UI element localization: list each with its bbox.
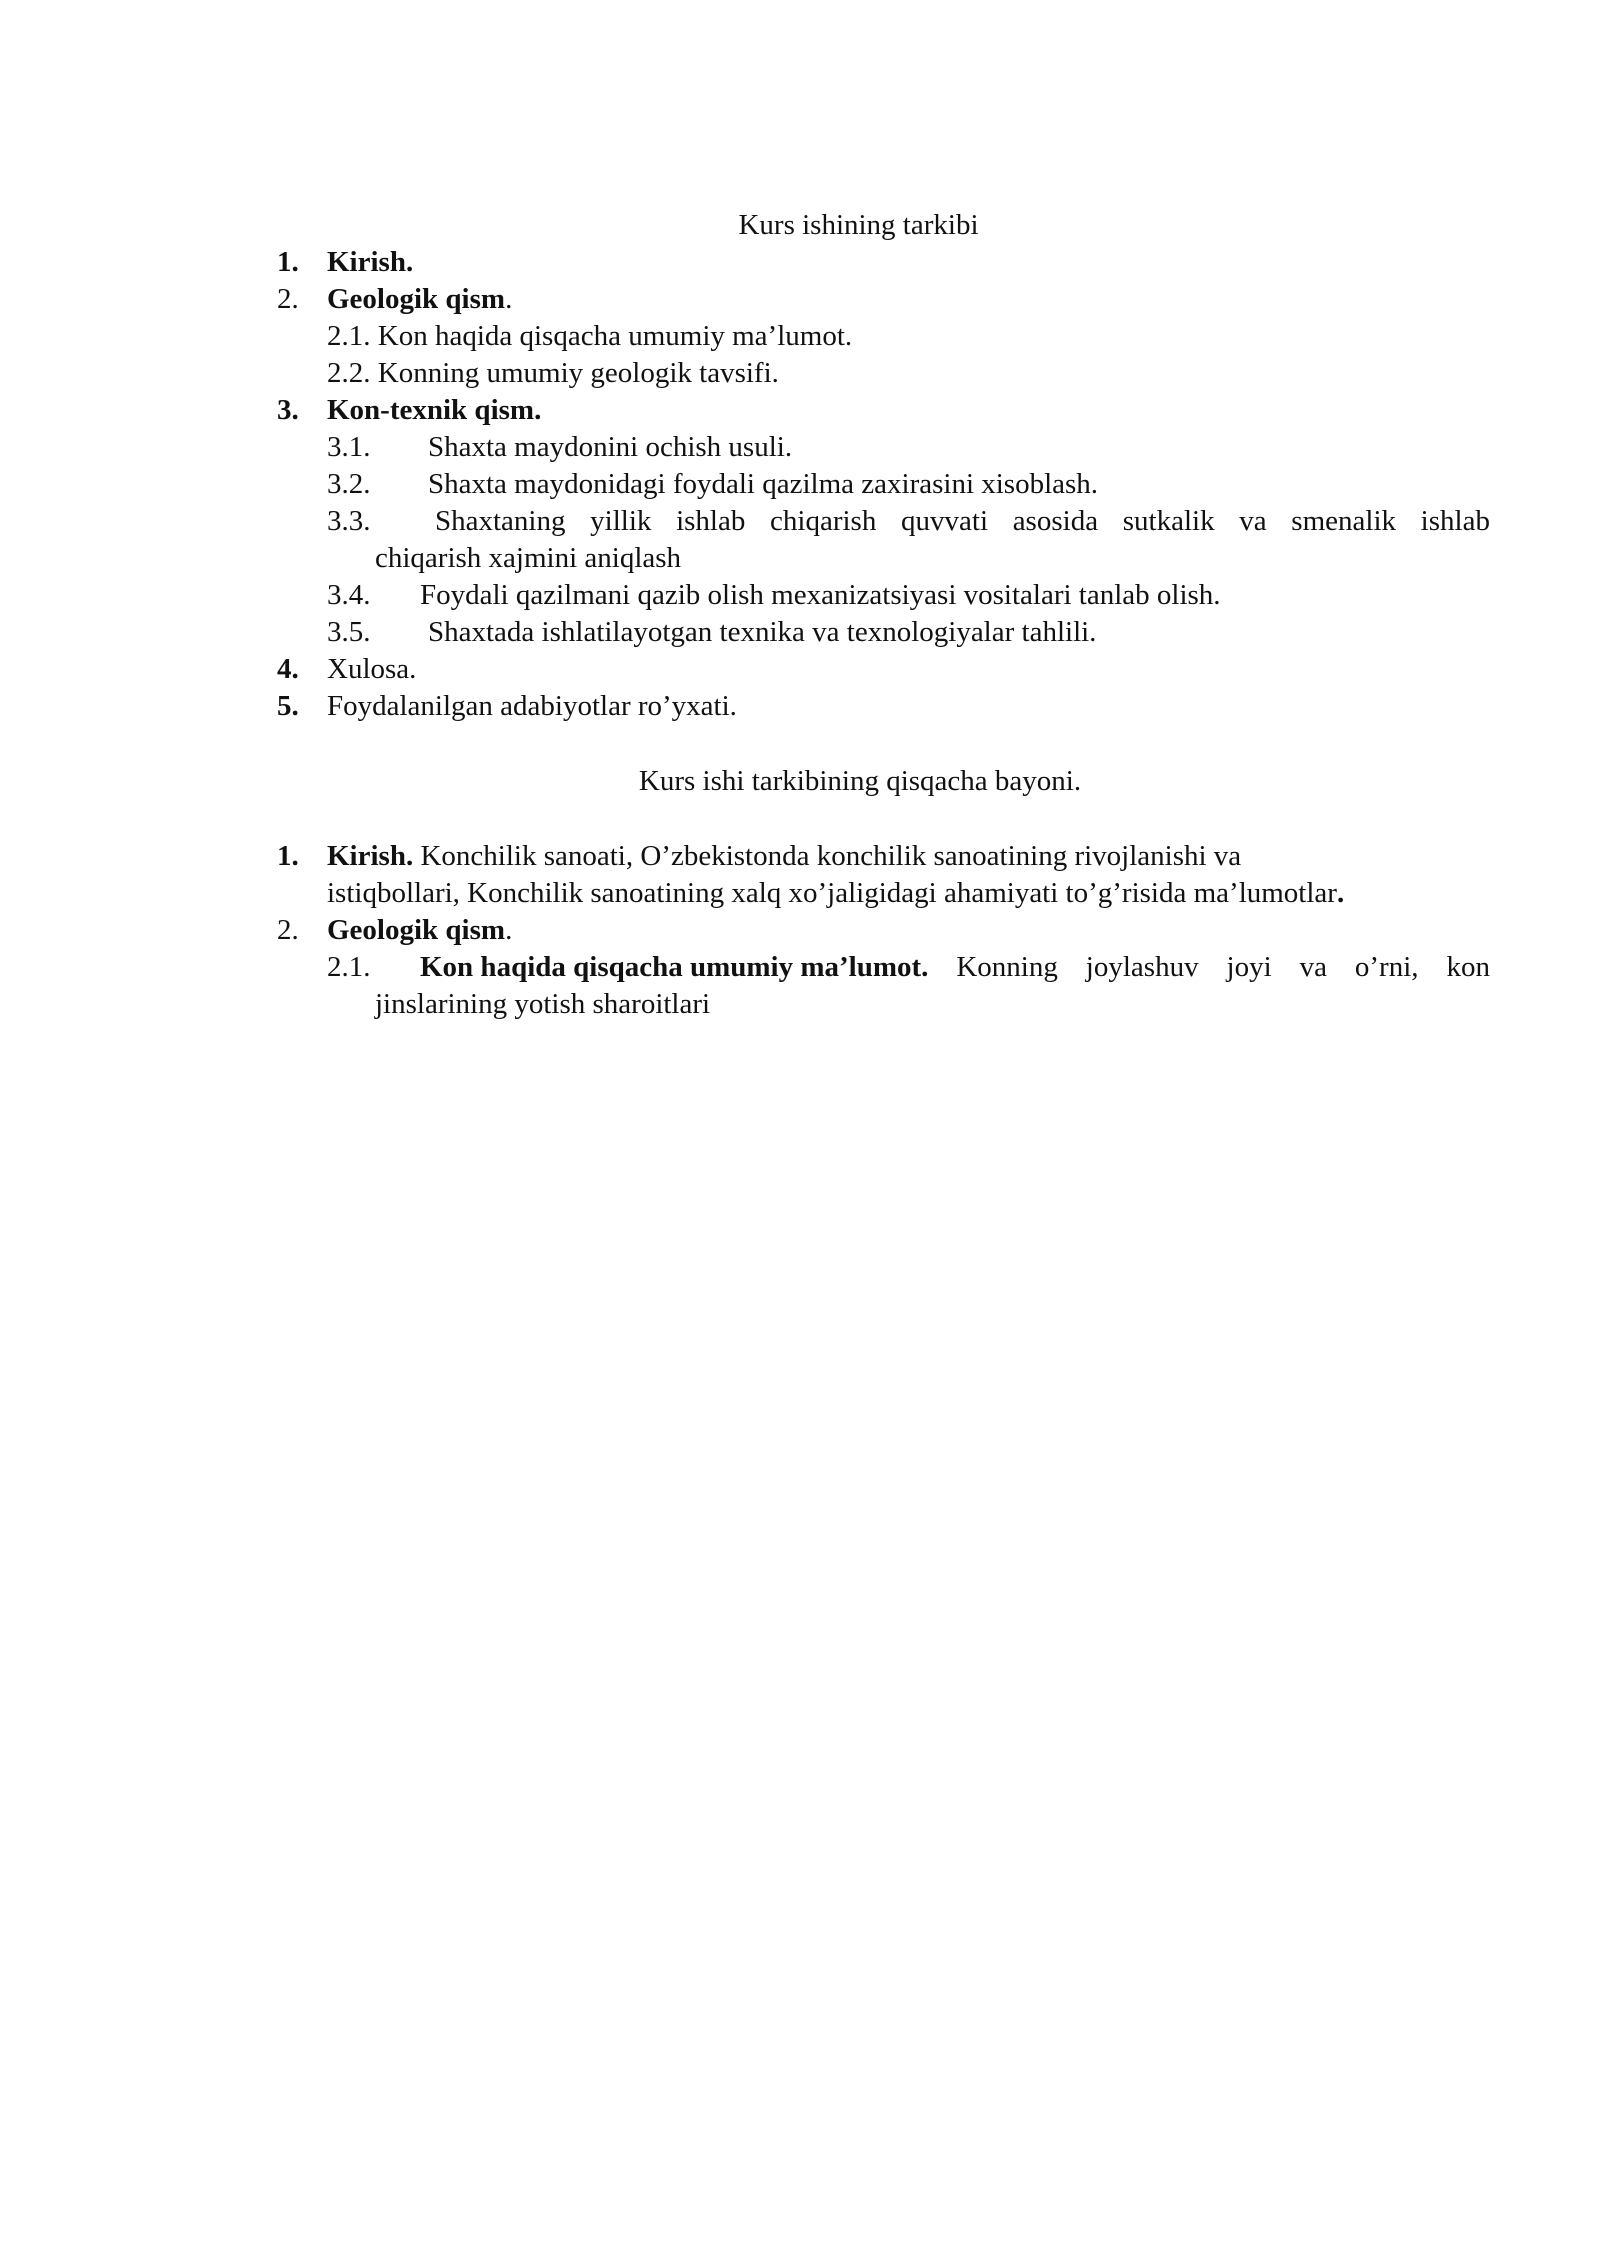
summary-item-2-1-number: 2.1. <box>327 951 371 983</box>
summary-item-1 <box>327 838 1241 875</box>
word: va <box>1299 951 1327 983</box>
toc-subitem-3-1-number: 3.1. <box>327 431 371 463</box>
toc-subitem-3-2-number: 3.2. <box>327 468 371 500</box>
toc-item-2-suffix: . <box>505 283 513 315</box>
word: ishlab <box>1420 505 1490 537</box>
toc-subitem-3-5-text: Shaxtada ishlatilayotgan texnika va texnologiyalar tahlili. <box>428 616 1097 648</box>
toc-subitem-3-4-text: Foydali qazilmani qazib olish mexanizatsiyasi vositalari tanlab olish. <box>420 579 1221 611</box>
summary-item-2-1-continuation: jinslarining yotish sharoitlari <box>375 988 711 1020</box>
summary-item-1-text: Konchilik sanoati, O’zbekistonda konchilik sanoatining rivojlanishi va <box>413 840 1242 872</box>
toc-item-3-label: Kon-texnik qism. <box>327 394 542 426</box>
summary-item-1-number: 1. <box>277 840 299 872</box>
toc-item-1-number: 1. <box>277 246 299 278</box>
toc-subitem-2-1: 2.1. Kon haqida qisqacha umumiy ma’lumot. <box>327 320 853 352</box>
summary-item-2-1-text <box>420 949 1490 986</box>
word: smenalik <box>1291 505 1396 537</box>
summary-item-2-1-label: Kon haqida qisqacha umumiy ma’lumot. <box>420 951 929 983</box>
word: asosida <box>1012 505 1099 537</box>
toc-title: Kurs ishining tarkibi <box>738 209 979 241</box>
summary-item-1-cont-text: istiqbollari, Konchilik sanoatining xalq xo’jaligidagi ahamiyati to’g’risida ma’lumotlar <box>327 877 1337 909</box>
summary-item-2 <box>327 912 512 949</box>
toc-subitem-2-2: 2.2. Konning umumiy geologik tavsifi. <box>327 357 779 389</box>
summary-title: Kurs ishi tarkibining qisqacha bayoni. <box>638 765 1082 797</box>
word: joylashuv <box>1085 951 1199 983</box>
toc-item-4-number: 4. <box>277 653 299 685</box>
toc-item-5-number: 5. <box>277 690 299 722</box>
summary-item-2-1-words <box>420 949 1490 986</box>
toc-subitem-3-5-number: 3.5. <box>327 616 371 648</box>
toc-subitem-3-3-continuation: chiqarish xajmini aniqlash <box>375 542 682 574</box>
toc-subitem-3-4-number: 3.4. <box>327 579 371 611</box>
word: joyi <box>1226 951 1272 983</box>
toc-subitem-3-3-number: 3.3. <box>327 505 371 537</box>
toc-subitem-3-3-words <box>435 503 1490 540</box>
summary-item-1-continuation <box>327 875 1344 912</box>
toc-item-2-number: 2. <box>277 283 299 315</box>
toc-item-5-label: Foydalanilgan adabiyotlar ro’yxati. <box>327 690 737 722</box>
toc-item-2-label: Geologik qism <box>327 283 506 315</box>
word: Shaxtaning <box>435 505 566 537</box>
summary-item-2-label: Geologik qism <box>327 914 506 946</box>
word: quvvati <box>901 505 989 537</box>
word: chiqarish <box>770 505 877 537</box>
word: kon <box>1446 951 1490 983</box>
toc-item-2 <box>327 281 512 318</box>
toc-subitem-3-2-text: Shaxta maydonidagi foydali qazilma zaxirasini xisoblash. <box>428 468 1099 500</box>
word: Konning <box>956 951 1058 983</box>
summary-item-2-suffix: . <box>505 914 513 946</box>
toc-item-3-number: 3. <box>277 394 299 426</box>
summary-item-1-label: Kirish. <box>327 840 414 872</box>
word: o’rni, <box>1354 951 1419 983</box>
word: sutkalik <box>1122 505 1215 537</box>
word: va <box>1239 505 1267 537</box>
toc-item-4-label: Xulosa. <box>327 653 417 685</box>
word: yillik <box>590 505 652 537</box>
word: ishlab <box>676 505 746 537</box>
toc-item-1-label: Kirish. <box>327 246 414 278</box>
toc-subitem-3-1-text: Shaxta maydonini ochish usuli. <box>428 431 793 463</box>
summary-item-2-number: 2. <box>277 914 299 946</box>
summary-item-1-cont-end: . <box>1336 877 1345 909</box>
toc-subitem-3-3-text <box>435 503 1490 540</box>
